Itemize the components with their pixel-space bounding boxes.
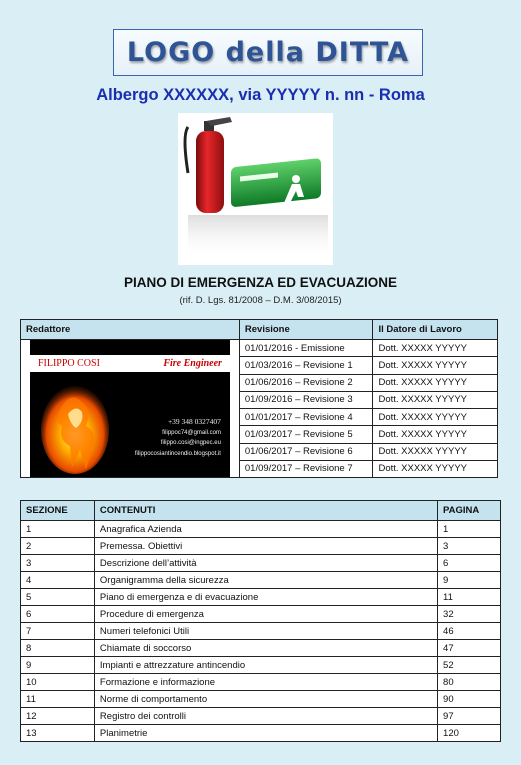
pagina-cell: 120 (438, 725, 501, 742)
contenuti-cell: Chiamate di soccorso (94, 640, 437, 657)
card-email-2: filippo.cosi@ingpec.eu (160, 440, 221, 446)
pagina-cell: 32 (438, 606, 501, 623)
sezione-cell: 1 (21, 521, 95, 538)
datore-cell: Dott. XXXXX YYYYY (373, 426, 498, 443)
sezione-cell: 2 (21, 538, 95, 555)
datore-cell: Dott. XXXXX YYYYY (373, 460, 498, 477)
sezione-cell: 5 (21, 589, 95, 606)
pagina-cell: 1 (438, 521, 501, 538)
table-row (21, 538, 501, 555)
revision-table (20, 319, 498, 478)
revisione-cell: 01/01/2017 – Revisione 4 (239, 409, 373, 426)
card-blog: filippocosiantincendio.blogspot.it (134, 450, 221, 457)
table-row (21, 657, 501, 674)
header-pagina: PAGINA (438, 501, 501, 521)
revisione-cell: 01/03/2016 – Revisione 1 (239, 357, 373, 374)
contenuti-cell: Procedure di emergenza (94, 606, 437, 623)
sezione-cell: 12 (21, 708, 95, 725)
header-contenuti: CONTENUTI (94, 501, 437, 521)
contenuti-cell: Planimetrie (94, 725, 437, 742)
contenuti-cell: Impianti e attrezzature antincendio (94, 657, 437, 674)
revisione-cell: 01/06/2016 – Revisione 2 (239, 374, 373, 391)
sections-table (20, 500, 501, 742)
pagina-cell: 80 (438, 674, 501, 691)
table-row (21, 572, 501, 589)
card-phone: +39 348 0327407 (167, 417, 221, 426)
pagina-cell: 47 (438, 640, 501, 657)
sezione-cell: 8 (21, 640, 95, 657)
sezione-cell: 4 (21, 572, 95, 589)
revisione-cell: 01/09/2016 – Revisione 3 (239, 391, 373, 408)
pagina-cell: 52 (438, 657, 501, 674)
header-redattore: Redattore (21, 320, 240, 340)
sezione-cell: 10 (21, 674, 95, 691)
table-row (21, 674, 501, 691)
table-row (21, 555, 501, 572)
table-row (21, 708, 501, 725)
pagina-cell: 46 (438, 623, 501, 640)
pagina-cell: 90 (438, 691, 501, 708)
datore-cell: Dott. XXXXX YYYYY (373, 443, 498, 460)
contenuti-cell: Premessa. Obiettivi (94, 538, 437, 555)
table-row (21, 606, 501, 623)
company-logo-placeholder (113, 29, 423, 76)
contenuti-cell: Numeri telefonici Utili (94, 623, 437, 640)
sezione-cell: 13 (21, 725, 95, 742)
sezione-cell: 11 (21, 691, 95, 708)
table-row (21, 691, 501, 708)
pagina-cell: 3 (438, 538, 501, 555)
revisione-cell: 01/03/2017 – Revisione 5 (239, 426, 373, 443)
contenuti-cell: Organigramma della sicurezza (94, 572, 437, 589)
contenuti-cell: Anagrafica Azienda (94, 521, 437, 538)
contenuti-cell: Descrizione dell’attività (94, 555, 437, 572)
header-revisione: Revisione (239, 320, 373, 340)
contenuti-cell: Piano di emergenza e di evacuazione (94, 589, 437, 606)
contenuti-cell: Formazione e informazione (94, 674, 437, 691)
contenuti-cell: Norme di comportamento (94, 691, 437, 708)
sezione-cell: 9 (21, 657, 95, 674)
logo-text: LOGO della DITTA (126, 37, 410, 68)
revisione-cell: 01/01/2016 - Emissione (239, 340, 373, 357)
table-row (21, 340, 498, 357)
header-datore: Il Datore di Lavoro (373, 320, 498, 340)
hotel-address: Albergo XXXXXX, via YYYYY n. nn - Roma (96, 86, 425, 104)
card-name-band (30, 355, 230, 372)
datore-cell: Dott. XXXXX YYYYY (373, 374, 498, 391)
fire-extinguisher-exit-sign-illustration (178, 113, 333, 265)
document-subtitle: (rif. D. Lgs. 81/2008 – D.M. 3/08/2015) (179, 295, 342, 306)
datore-cell: Dott. XXXXX YYYYY (373, 391, 498, 408)
document-title: PIANO DI EMERGENZA ED EVACUAZIONE (123, 275, 398, 290)
pagina-cell: 97 (438, 708, 501, 725)
datore-cell: Dott. XXXXX YYYYY (373, 409, 498, 426)
pagina-cell: 11 (438, 589, 501, 606)
sections-header-row (21, 501, 501, 521)
revision-header-row (21, 320, 498, 340)
datore-cell: Dott. XXXXX YYYYY (373, 340, 498, 357)
flaming-horse-icon (40, 380, 110, 475)
datore-cell: Dott. XXXXX YYYYY (373, 357, 498, 374)
card-role: Fire Engineer (163, 358, 222, 369)
table-row (21, 640, 501, 657)
sezione-cell: 3 (21, 555, 95, 572)
sezione-cell: 7 (21, 623, 95, 640)
header-sezione: SEZIONE (21, 501, 95, 521)
contenuti-cell: Registro dei controlli (94, 708, 437, 725)
pagina-cell: 6 (438, 555, 501, 572)
pagina-cell: 9 (438, 572, 501, 589)
sezione-cell: 6 (21, 606, 95, 623)
table-row (21, 589, 501, 606)
table-row (21, 725, 501, 742)
table-row (21, 521, 501, 538)
revisione-cell: 01/09/2017 – Revisione 7 (239, 460, 373, 477)
table-row (21, 623, 501, 640)
card-contacts (135, 417, 221, 459)
business-card (30, 340, 230, 477)
card-name: FILIPPO COSI (37, 358, 100, 369)
redattore-cell (21, 340, 240, 478)
card-email-1: filippoc74@gmail.com (162, 429, 221, 436)
revisione-cell: 01/06/2017 – Revisione 6 (239, 443, 373, 460)
